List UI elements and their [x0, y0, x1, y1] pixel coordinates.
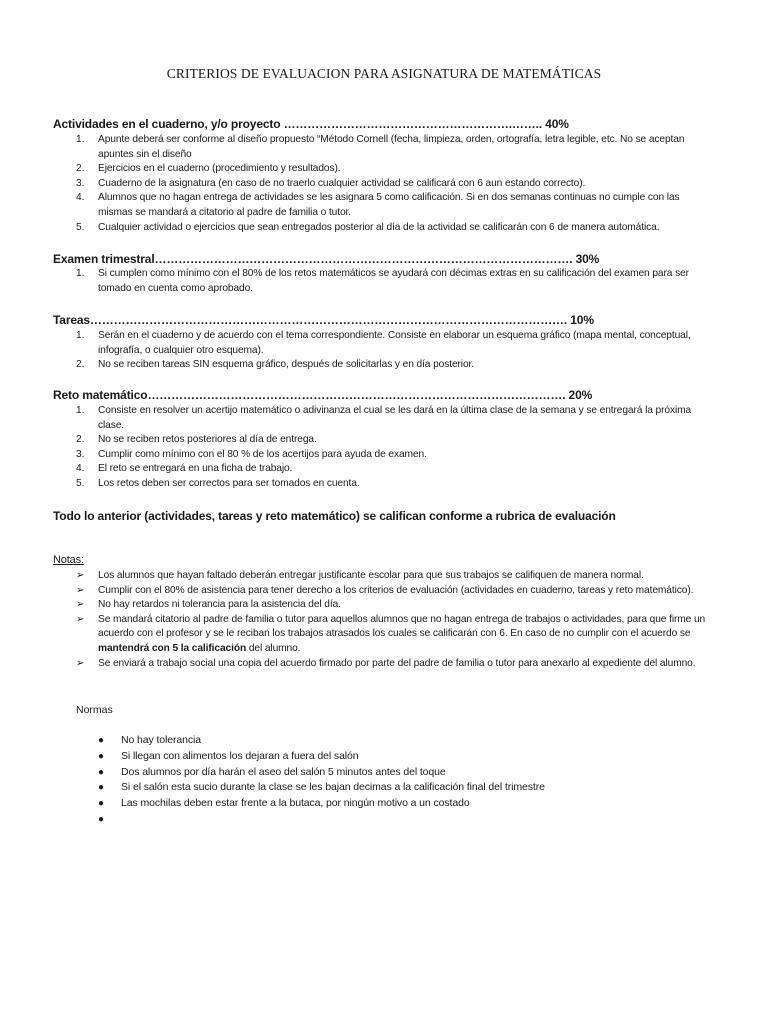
list-item: 2. No se reciben retos posteriores al día de entrega. — [76, 434, 317, 446]
list-item: ➢ Se enviará a trabajo social una copia del acuerdo firmado por parte del padre de familia o tutor para anexarlo al expediente del alumno. — [76, 657, 721, 672]
list-item: ➢ No hay retardos ni tolerancia para la asistencia del día. — [76, 598, 721, 613]
notes-list — [76, 569, 721, 671]
list-item: ➢ Se mandará citatorio al padre de familia o tutor para aquellos alumnos que no hagan entrega de trabajos o actividades, para que firme un acuerdo con el profesor y se le reciban los trabajos atrasados los cuales se calificarán con 6. En caso de no cumplir con el acuerdo se mantendrá con 5 la calificación del alumno. — [76, 613, 706, 654]
list-item: ● Dos alumnos por día harán el aseo del salón 5 minutos antes del toque — [98, 765, 658, 781]
round-bullet-icon: ● — [98, 798, 104, 810]
round-bullet-icon: ● — [98, 782, 104, 794]
normas-list — [98, 733, 658, 825]
arrow-bullet-icon: ➢ — [76, 613, 85, 625]
list-reto — [76, 404, 716, 492]
list-item: 2. No se reciben tareas SIN esquema gráfico, después de solicitarlas y en día posterior. — [76, 359, 474, 371]
list-item: 4. El reto se entregará en una ficha de trabajo. — [76, 463, 293, 475]
list-item: 3. Cuaderno de la asignatura (en caso de no traerlo cualquier actividad se calificará con 6 aun estando correcto). — [76, 177, 586, 189]
section-heading-actividades: Actividades en el cuaderno, y/o proyecto ………………………………………………….…….. 40% — [53, 117, 569, 131]
round-bullet-icon: ● — [98, 735, 104, 746]
arrow-bullet-icon: ➢ — [76, 584, 85, 596]
arrow-bullet-icon: ➢ — [76, 657, 85, 669]
list-item: ● Si llegan con alimentos los dejaran a fuera del salón — [98, 749, 658, 765]
list-actividades — [76, 133, 716, 235]
list-item: 3. Cumplir como mínimo con el 80 % de los acertijos para ayuda de examen. — [76, 448, 427, 460]
list-item: 5. Cualquier actividad o ejercicios que sean entregados posterior al día de la actividad se calificarán con 6 de manera automática. — [76, 221, 660, 233]
list-item: 2. Ejercicios en el cuaderno (procedimiento y resultados). — [76, 163, 341, 175]
list-item: 4. Alumnos que no hagan entrega de actividades se les asignara 5 como calificación. Si en dos semanas continuas no cumple con las mismas se mandará a citatorio al padre de familia o tutor. — [76, 192, 680, 218]
list-item: ● No hay tolerancia — [98, 733, 658, 749]
list-item: ● Si el salón esta sucio durante la clase se les bajan decimas a la calificación final del trimestre — [98, 780, 658, 796]
notes-label: Notas: — [53, 554, 84, 566]
document-title: CRITERIOS DE EVALUACION PARA ASIGNATURA DE MATEMÁTICAS — [166, 66, 602, 81]
list-item: 1. Apunte deberá ser conforme al diseño propuesto “Método Cornell (fecha, limpieza, orden, ortografía, letra legible, etc. No se aceptan apuntes sin el diseño — [76, 134, 685, 160]
list-item: ➢ Cumplir con el 80% de asistencia para tener derecho a los criterios de evaluación (actividades en cuaderno, tareas y reto matemático). — [76, 584, 721, 599]
normas-label: Normas — [76, 704, 113, 716]
list-item: 1. Serán en el cuaderno y de acuerdo con el tema correspondiente. Consiste en elaborar un esquema gráfico (mapa mental, conceptual, infografía, o cualquier otro esquema). — [76, 330, 691, 356]
round-bullet-icon: ● — [98, 813, 104, 825]
list-item: 1. Si cumplen como mínimo con el 80% de los retos matemáticos se ayudará con décimas extras en su calificación del examen para ser tomado en cuenta como aprobado. — [76, 268, 689, 294]
round-bullet-icon: ● — [98, 750, 104, 762]
list-item: ➢ Los alumnos que hayan faltado deberán entregar justificante escolar para que sus trabajos se califiquen de manera normal. — [76, 569, 721, 584]
section-heading-tareas: Tareas…………………………………………………………………………………………………………. 10% — [53, 313, 594, 327]
section-heading-reto: Reto matemático……………………………………………………………………………………………. 20% — [53, 388, 593, 402]
list-item: 1. Consiste en resolver un acertijo matemático o adivinanza el cual se les dará en la última clase de la semana y se entregará la próxima clase. — [76, 405, 692, 431]
list-tareas — [76, 329, 716, 373]
bold-phrase: mantendrá con 5 la calificación — [98, 642, 247, 654]
summary-statement: Todo lo anterior (actividades, tareas y reto matemático) se califican conforme a rubrica de evaluación — [53, 509, 616, 523]
round-bullet-icon: ● — [98, 766, 104, 778]
list-item: 5. Los retos deben ser correctos para ser tomados en cuenta. — [76, 477, 360, 489]
arrow-bullet-icon: ➢ — [76, 599, 85, 611]
list-item: ● Las mochilas deben estar frente a la butaca, por ningún motivo a un costado — [98, 796, 658, 812]
list-examen — [76, 267, 716, 296]
section-heading-examen: Examen trimestral……………………………………………………………………………………………. 30% — [53, 252, 600, 266]
arrow-bullet-icon: ➢ — [76, 570, 85, 581]
